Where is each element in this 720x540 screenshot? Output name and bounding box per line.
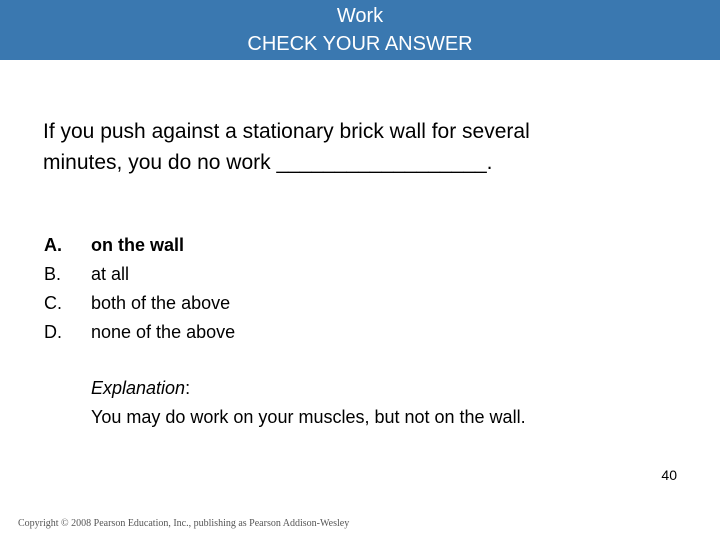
answer-options	[44, 231, 235, 347]
option-letter: B.	[44, 264, 62, 284]
option-letter: A.	[44, 235, 62, 255]
option-d	[44, 318, 235, 347]
explanation-label: Explanation	[91, 378, 186, 398]
option-a	[44, 231, 235, 260]
option-letter: D.	[44, 322, 62, 342]
option-text: both of the above	[91, 293, 231, 313]
option-text: none of the above	[91, 322, 236, 342]
slide-subtitle: CHECK YOUR ANSWER	[247, 33, 473, 55]
option-b	[44, 260, 235, 289]
explanation-heading	[91, 374, 526, 403]
question-text	[43, 116, 683, 178]
slide-header	[0, 0, 720, 60]
explanation	[91, 374, 526, 432]
page-number: 40	[661, 467, 677, 483]
option-text: at all	[91, 264, 130, 284]
explanation-colon: :	[185, 378, 191, 398]
option-c	[44, 289, 235, 318]
question-line-2: minutes, you do no work __________________.	[43, 151, 493, 174]
option-text: on the wall	[91, 235, 185, 255]
slide-title: Work	[336, 5, 384, 27]
explanation-text: You may do work on your muscles, but not on the wall.	[91, 407, 526, 427]
question-line-1: If you push against a stationary brick wall for several	[43, 120, 530, 143]
option-letter: C.	[44, 293, 62, 313]
copyright-notice: Copyright © 2008 Pearson Education, Inc., publishing as Pearson Addison-Wesley	[18, 518, 350, 529]
